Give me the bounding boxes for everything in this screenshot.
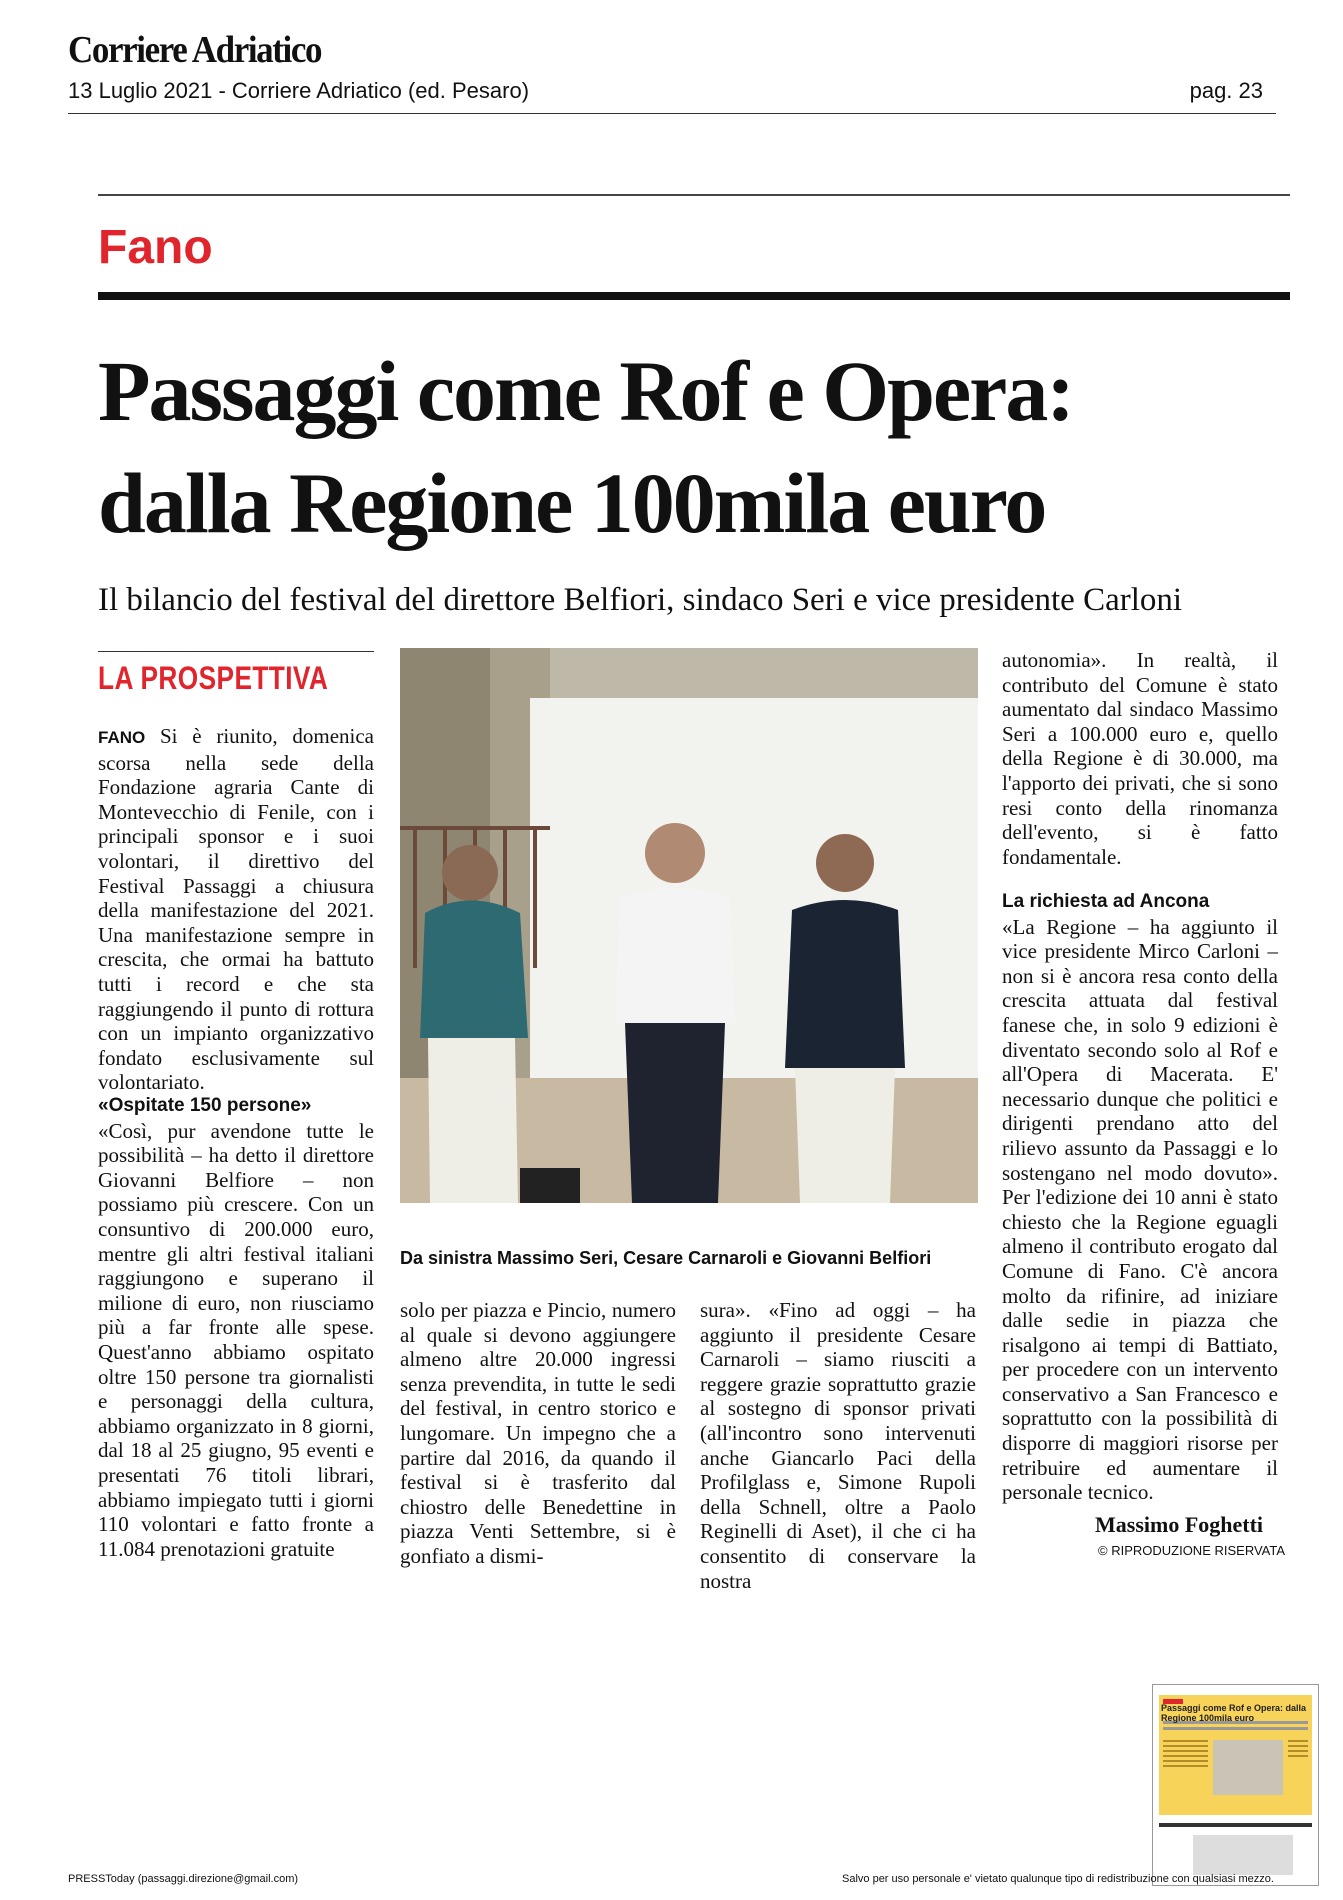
body-column-4-continued: [1002, 890, 1278, 1505]
photo-illustration: [400, 648, 978, 1203]
masthead-logo: Corriere Adriatico: [68, 29, 322, 71]
thumbnail-headline: Passaggi come Rof e Opera: dalla Regione 100mila euro: [1161, 1703, 1307, 1723]
kicker-rule: [98, 651, 374, 652]
body-column-4: [1002, 648, 1278, 869]
body-paragraph: autonomia». In realtà, il contributo del Comune è stato aumentato dal sindaco Massimo Seri a 100.000 euro e, quello della Regione è di 30.000, ma l'apporto dei privati, che si sono resi conto della rinomanza dell'evento, si è fatto fondamentale.: [1002, 648, 1278, 869]
press-date-line: 13 Luglio 2021 - Corriere Adriatico (ed. Pesaro): [68, 78, 530, 103]
article-headline: [98, 335, 1298, 559]
article-subheadline: Il bilancio del festival del direttore Belfiori, sindaco Seri e vice presidente Carloni: [98, 582, 1183, 618]
dateline: FANO: [98, 728, 146, 747]
body-paragraph: sura». «Fino ad oggi – ha aggiunto il presidente Cesare Carnaroli – siamo riusciti a reggere grazie soprattutto grazie al sostegno di sponsor privati (all'incontro sono intervenuti anche Giancarlo Paci della Profilglass e, Simone Rupoli della Schnell, oltre a Paolo Reginelli di Aset), il che ci ha consentito di conservare la nostra: [700, 1298, 976, 1593]
section-bottom-rule: [98, 292, 1290, 300]
body-paragraph: solo per piazza e Pincio, numero al quale si devono aggiungere almeno altre 20.000 ingressi senza prevendita, in tutte le sedi del festival, in centro storico e lungomare. Un impegno che a partire dal 2016, da quando il festival si è trasferito dal chiostro delle Benedettine in piazza Venti Settembre, si è gonfiato a dismi-: [400, 1298, 676, 1568]
subheading: «Ospitate 150 persone»: [98, 1095, 312, 1116]
byline: Massimo Foghetti: [1095, 1512, 1264, 1537]
section-top-rule: [98, 194, 1290, 196]
body-column-2: [400, 1298, 676, 1569]
body-column-1: [98, 724, 374, 1095]
page-thumbnail: [1152, 1684, 1319, 1886]
page-number: pag. 23: [1189, 78, 1263, 103]
footer-disclaimer: Salvo per uso personale e' vietato qualunque tipo di redistribuzione con qualsiasi mezzo.: [842, 1873, 1274, 1885]
article-photo: [400, 648, 978, 1203]
kicker-label: LA PROSPETTIVA: [98, 660, 329, 696]
body-paragraph: Si è riunito, domenica scorsa nella sede della Fondazione agraria Cante di Montevecchio di Fenile, con i principali sponsor e i suoi volontari, il direttivo del Festival Passaggi a chiusura della manifestazione del 2021. Una manifestazione sempre in crescita, che ormai ha battuto tutti i record e che sta raggiungendo il punto di rottura con un impianto organizzativo fondato esclusivamente sul volontariato.: [98, 724, 374, 1095]
body-column-3: [700, 1298, 976, 1593]
copyright-notice: © RIPRODUZIONE RISERVATA: [1098, 1543, 1286, 1558]
headline-line-2: dalla Regione 100mila euro: [98, 455, 1046, 551]
body-column-1-continued: [98, 1094, 374, 1561]
section-title: Fano: [98, 221, 213, 274]
headline-line-1: Passaggi come Rof e Opera:: [98, 343, 1073, 439]
subheading: La richiesta ad Ancona: [1002, 891, 1210, 912]
header-rule: [68, 113, 1276, 114]
photo-caption: Da sinistra Massimo Seri, Cesare Carnaroli e Giovanni Belfiori: [400, 1248, 932, 1268]
body-paragraph: «Così, pur avendone tutte le possibilità – ha detto il direttore Giovanni Belfiore – non possiamo più crescere. Con un consuntivo di 200.000 euro, mentre gli altri festival italiani raggiungono e superano il milione di euro, non riusciamo più a far fronte alle spese. Quest'anno abbiamo ospitato oltre 150 persone tra giornalisti e personaggi della cultura, abbiamo organizzato in 8 giorni, dal 18 al 25 giugno, 95 eventi e presentati 76 titoli librari, abbiamo impiegato tutti i giorni 110 volontari e fatto fronte a 11.084 prenotazioni gratuite: [98, 1118, 374, 1561]
body-paragraph: «La Regione – ha aggiunto il vice presidente Mirco Carloni – non si è ancora resa conto della crescita attuata dal festival fanese che, in solo 9 edizioni è diventato secondo solo al Rof e all'Opera di Macerata. E' necessario dunque che politici e dirigenti prendano atto del rilievo assunto da Passaggi e lo sostengano nel modo dovuto». Per l'edizione dei 10 anni è stato chiesto che la Regione eguagli almeno il contributo erogato dal Comune di Fano. C'è ancora molto da rifinire, ad iniziare dalle sedie in piazza che risalgono ai tempi di Battiato, per procedere con un intervento conservativo a San Francesco e soprattutto con la possibilità di disporre di maggiori risorse per retribuire ed aumentare il personale tecnico.: [1002, 914, 1278, 1505]
footer-source: PRESSToday (passaggi.direzione@gmail.com): [68, 1873, 299, 1885]
